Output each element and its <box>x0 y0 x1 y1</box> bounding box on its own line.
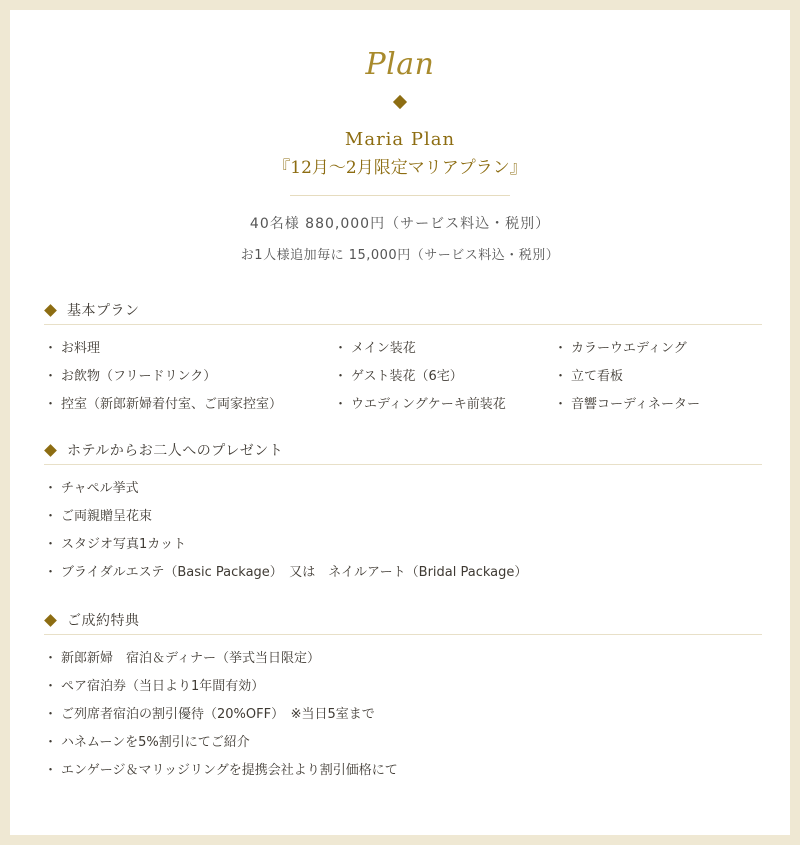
list-item: ・ カラーウエディング <box>554 335 754 363</box>
section-header <box>44 606 762 635</box>
list-item: ・ メイン装花 <box>334 335 554 363</box>
section-title: 基本プラン <box>67 303 140 319</box>
list-item: ・ チャペル挙式 <box>44 475 762 503</box>
section-title: ご成約特典 <box>67 613 140 629</box>
list-item: ・ お飲物（フリードリンク） <box>44 363 334 391</box>
diamond-icon <box>44 304 57 317</box>
list-column <box>554 335 754 419</box>
section-bonus <box>44 606 762 785</box>
section-header <box>44 296 762 325</box>
list-item: ・ エンゲージ＆マリッジリングを提携会社より割引価格にて <box>44 757 762 785</box>
list-item: ・ ハネムーンを5%割引にてご紹介 <box>44 729 762 757</box>
list-item: ・ ご列席者宿泊の割引優待（20%OFF） ※当日5室まで <box>44 701 762 729</box>
list-item: ・ 立て看板 <box>554 363 754 391</box>
plan-name: Maria Plan <box>344 129 456 150</box>
plan-header <box>10 48 790 266</box>
plan-subtitle: 『12月〜2月限定マリアプラン』 <box>273 158 527 178</box>
script-title: Plan <box>365 47 435 82</box>
section-title: ホテルからお二人へのプレゼント <box>67 443 284 459</box>
list-column <box>334 335 554 419</box>
list-item: ・ スタジオ写真1カット <box>44 531 762 559</box>
section-basic-plan <box>44 296 762 419</box>
list-column <box>44 335 334 419</box>
list-item: ・ ご両親贈呈花束 <box>44 503 762 531</box>
diamond-icon <box>44 614 57 627</box>
section-header <box>44 436 762 465</box>
list-item: ・ お料理 <box>44 335 334 363</box>
list-item: ・ 新郎新婦 宿泊＆ディナー（挙式当日限定） <box>44 645 762 673</box>
list-item: ・ ブライダルエステ（Basic Package） 又は ネイルアート（Bridal Package） <box>44 559 762 587</box>
diamond-icon <box>44 444 57 457</box>
plan-card <box>10 10 790 835</box>
price-extra: お1人様追加毎に 15,000円（サービス料込・税別） <box>240 248 560 263</box>
bonus-list <box>44 645 762 785</box>
basic-plan-list <box>44 335 762 419</box>
present-list <box>44 475 762 587</box>
list-item: ・ 控室（新郎新婦着付室、ご両家控室） <box>44 391 334 419</box>
list-item: ・ 音響コーディネーター <box>554 391 754 419</box>
divider <box>290 195 510 196</box>
list-item: ・ ゲスト装花（6宅） <box>334 363 554 391</box>
diamond-icon <box>393 95 407 109</box>
list-item: ・ ウエディングケーキ前装花 <box>334 391 554 419</box>
section-present <box>44 436 762 587</box>
price-main: 40名様 880,000円（サービス料込・税別） <box>249 216 551 232</box>
list-item: ・ ペア宿泊券（当日より1年間有効） <box>44 673 762 701</box>
